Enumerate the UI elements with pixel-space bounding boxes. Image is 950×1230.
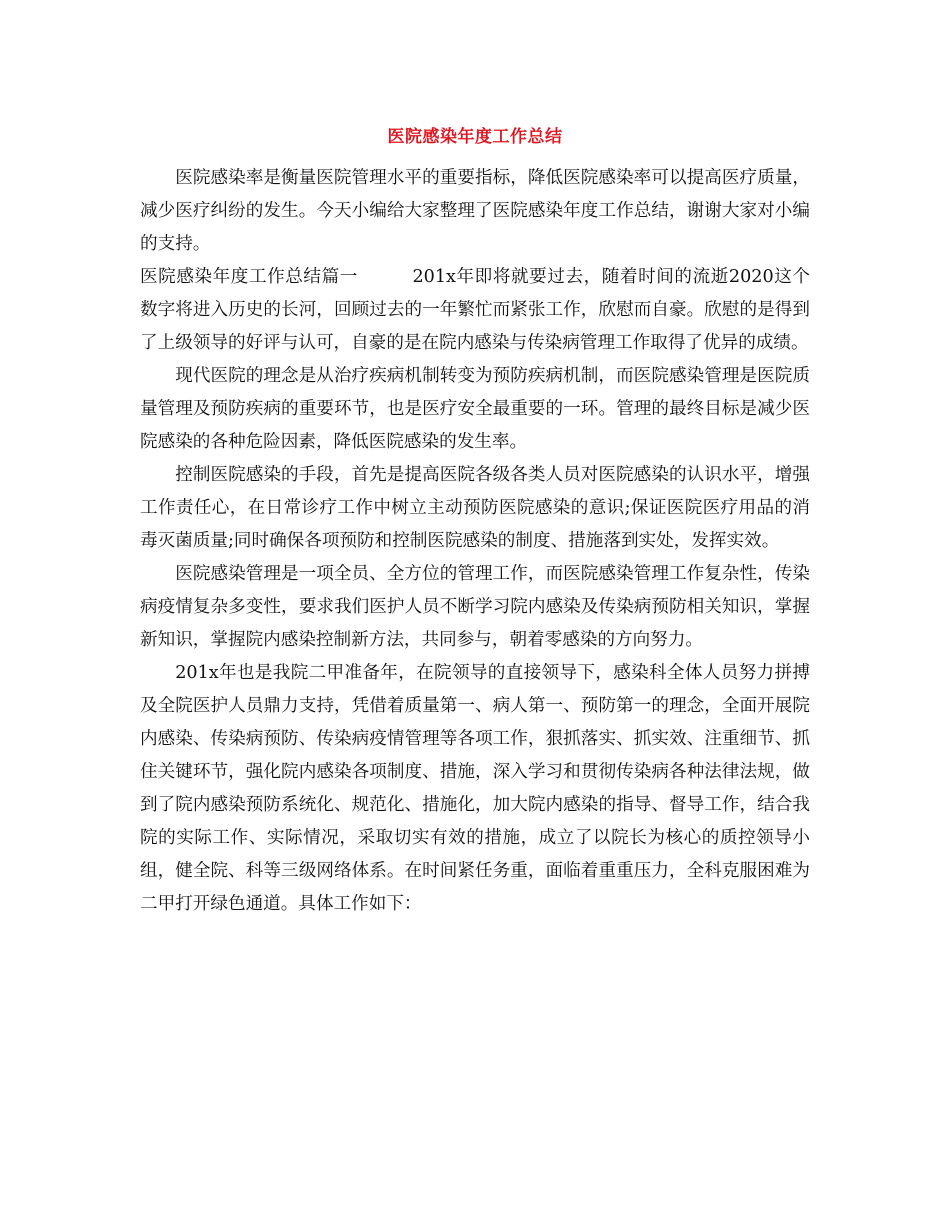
body-paragraph-4: 201x年也是我院二甲准备年，在院领导的直接领导下，感染科全体人员努力拼搏及全院医护人员鼎力支持，凭借着质量第一、病人第一、预防第一的理念，全面开展院内感染、传染病预防、传染病疫情管理等各项工作，狠抓落实、抓实效、注重细节、抓住关键环节，强化院内感染各项制度、措施，深入学习和贯彻传染病各种法律法规，做到了院内感染预防系统化、规范化、措施化，加大院内感染的指导、督导工作，结合我院的实际工作、实际情况，采取切实有效的措施，成立了以院长为核心的质控领导小组，健全院、科等三级网络体系。在时间紧任务重，面临着重重压力，全科克服困难为二甲打开绿色通道。具体工作如下： bbox=[140, 663, 810, 914]
body-paragraph-1: 现代医院的理念是从治疗疾病机制转变为预防疾病机制，而医院感染管理是医院质量管理及预防疾病的重要环节，也是医疗安全最重要的一环。管理的最终目标是减少医院感染的各种危险因素，降低医院感染的发生率。 bbox=[140, 366, 810, 452]
section-lead-text: 201x年即将就要过去，随着时间的流逝2020这个数字将进入历史的长河，回顾过去的一年繁忙而紧张工作，欣慰而自豪。欣慰的是得到了上级领导的好评与认可，自豪的是在院内感染与传染病管理工作取得了优异的成绩。 bbox=[140, 267, 810, 353]
document-title: 医院感染年度工作总结 bbox=[387, 127, 563, 147]
body-paragraph-2: 控制医院感染的手段，首先是提高医院各级各类人员对医院感染的认识水平，增强工作责任心，在日常诊疗工作中树立主动预防医院感染的意识;保证医院医疗用品的消毒灭菌质量;同时确保各项预防和控制医院感染的制度、措施落到实处，发挥实效。 bbox=[140, 465, 810, 551]
section-heading: 医院感染年度工作总结篇一 bbox=[140, 267, 358, 287]
section-one-paragraph bbox=[140, 261, 810, 360]
intro-paragraph: 医院感染率是衡量医院管理水平的重要指标，降低医院感染率可以提高医疗质量，减少医疗纠纷的发生。今天小编给大家整理了医院感染年度工作总结，谢谢大家对小编的支持。 bbox=[140, 168, 810, 254]
body-paragraph-3: 医院感染管理是一项全员、全方位的管理工作，而医院感染管理工作复杂性，传染病疫情复杂多变性，要求我们医护人员不断学习院内感染及传染病预防相关知识，掌握新知识，掌握院内感染控制新方法，共同参与，朝着零感染的方向努力。 bbox=[140, 564, 810, 650]
document-body bbox=[140, 162, 810, 921]
